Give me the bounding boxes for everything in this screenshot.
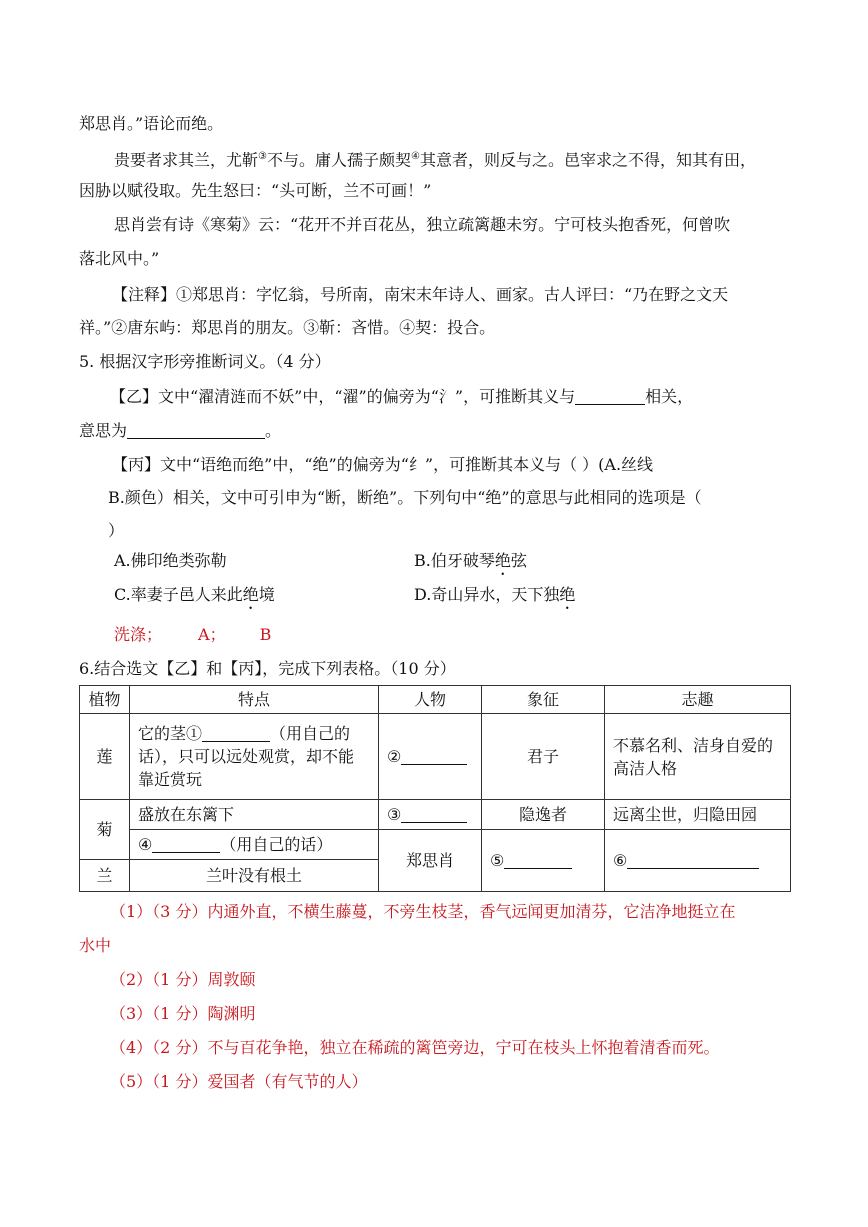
answer-6-4 bbox=[110, 1038, 719, 1058]
feature-cell bbox=[130, 714, 379, 800]
answer-blank[interactable] bbox=[504, 852, 572, 869]
answer-text: A； bbox=[198, 625, 226, 644]
answer-text: （5）（1 分）爱国者（有气节的人） bbox=[110, 1072, 368, 1091]
text: A.佛印 bbox=[114, 551, 163, 570]
plant-cell: 兰 bbox=[80, 860, 130, 892]
text: B.颜色）相关，文中可引申为“断，断绝”。下列句中“绝”的意思与此相同的选项是（ bbox=[108, 488, 702, 507]
emphasized-char: 绝 bbox=[242, 585, 259, 604]
answer-blank[interactable] bbox=[401, 806, 467, 823]
answer-blank[interactable] bbox=[627, 852, 759, 869]
footnote-marker: ③ bbox=[258, 151, 267, 162]
text: 。 bbox=[265, 421, 282, 440]
answer-blank[interactable] bbox=[401, 748, 467, 765]
text: 5. 根据汉字形旁推断词义。（4 分） bbox=[79, 352, 331, 371]
feature-cell: 兰叶没有根土 bbox=[130, 860, 379, 892]
text: C.率妻子邑人来此 bbox=[114, 585, 243, 604]
text: 其意者，则反与之。邑宰求之不得，知其有田， bbox=[419, 150, 756, 170]
text: ⑤ bbox=[490, 851, 505, 870]
paragraph-line bbox=[79, 181, 431, 201]
aim-cell: 远离尘世，归隐田园 bbox=[605, 800, 791, 830]
option-d bbox=[414, 585, 575, 613]
text: 弦 bbox=[510, 551, 527, 570]
text: 6.结合选文【乙】和【丙】，完成下列表格。（10 分） bbox=[79, 659, 456, 678]
text: 贵要者求其兰，尤靳 bbox=[114, 150, 259, 170]
text: 因胁以赋役取。先生怒曰：“头可断，兰不可画！” bbox=[79, 181, 432, 200]
emphasized-char: 绝 bbox=[559, 585, 576, 604]
person-cell bbox=[379, 714, 482, 800]
text: 绝 bbox=[162, 551, 179, 570]
aim-cell: 不慕名利、洁身自爱的高洁人格 bbox=[605, 714, 791, 800]
answer-6-3 bbox=[110, 1004, 255, 1024]
text: 不与。庸人孺子颇契 bbox=[266, 150, 411, 170]
question-5-part-bing bbox=[108, 488, 702, 508]
text: 意思为 bbox=[79, 421, 128, 440]
annotation-line bbox=[79, 318, 495, 338]
table-header: 特点 bbox=[130, 686, 379, 714]
text: 落北风中。” bbox=[79, 249, 160, 268]
option-a bbox=[114, 551, 227, 571]
question-6-title bbox=[79, 659, 456, 679]
text: ④ bbox=[138, 835, 153, 854]
table-header: 志趣 bbox=[605, 686, 791, 714]
text: D.奇山异水，天下独 bbox=[414, 585, 560, 604]
answer-text: （4）（2 分）不与百花争艳，独立在稀疏的篱笆旁边，宁可在枝头上怀抱着清香而死。 bbox=[110, 1038, 720, 1057]
answer-6-1 bbox=[79, 936, 111, 956]
text: 它的茎① bbox=[138, 724, 203, 743]
paragraph-line bbox=[114, 147, 756, 170]
answer-text: B bbox=[259, 625, 272, 644]
footnote-marker: ④ bbox=[411, 151, 420, 162]
paragraph-line bbox=[114, 215, 730, 235]
answer-6-5 bbox=[110, 1072, 367, 1092]
answer-blank[interactable] bbox=[127, 422, 265, 439]
question-5-part-bing bbox=[112, 455, 653, 475]
text: 类弥勒 bbox=[178, 551, 227, 570]
text: 话），只可以远处观赏，却不能 bbox=[138, 747, 355, 766]
plant-cell: 莲 bbox=[80, 714, 130, 800]
feature-cell: 盛放在东篱下 bbox=[130, 800, 379, 830]
answer-6-2 bbox=[110, 970, 255, 990]
plant-cell: 菊 bbox=[80, 800, 130, 860]
text: ） bbox=[108, 521, 125, 540]
text: 靠近赏玩 bbox=[138, 770, 203, 789]
text: 郑思肖。”语论而绝。 bbox=[79, 114, 224, 133]
table-header: 植物 bbox=[80, 686, 130, 714]
text: 相关， bbox=[645, 387, 694, 406]
text: 【乙】文中“濯清涟而不妖”中，“濯”的偏旁为“氵”，可推断其义与 bbox=[110, 387, 576, 406]
annotation-line bbox=[112, 285, 728, 305]
question-5-part-bing bbox=[108, 521, 124, 541]
answer-blank[interactable] bbox=[152, 836, 220, 853]
emphasized-char: 绝 bbox=[494, 551, 511, 570]
answer-blank[interactable] bbox=[575, 388, 645, 405]
option-b bbox=[414, 551, 527, 579]
answer-text: （3）（1 分）陶渊明 bbox=[110, 1004, 256, 1023]
table-header: 人物 bbox=[379, 686, 482, 714]
paragraph-line bbox=[79, 114, 223, 134]
feature-cell bbox=[130, 830, 379, 860]
text: ② bbox=[387, 747, 402, 766]
answer-text: 水中 bbox=[79, 936, 112, 955]
symbol-cell bbox=[482, 830, 605, 892]
aim-cell bbox=[605, 830, 791, 892]
text: 境 bbox=[258, 585, 275, 604]
option-c bbox=[114, 585, 275, 613]
question-5-part-yi bbox=[79, 421, 281, 441]
text: （用自己的 bbox=[270, 724, 351, 743]
symbol-cell: 君子 bbox=[482, 714, 605, 800]
question-5-title bbox=[79, 352, 331, 372]
answer-5 bbox=[114, 625, 271, 645]
text: 【丙】文中“语绝而绝”中，“绝”的偏旁为“纟”，可推断其本义与（ ）(A.丝线 bbox=[112, 455, 654, 474]
answer-text: （2）（1 分）周敦颐 bbox=[110, 970, 256, 989]
person-cell: 郑思肖 bbox=[379, 830, 482, 892]
person-cell bbox=[379, 800, 482, 830]
table-row bbox=[80, 714, 791, 800]
comparison-table bbox=[79, 685, 791, 892]
answer-6-1 bbox=[110, 902, 735, 922]
question-5-part-yi bbox=[110, 387, 693, 407]
paragraph-line bbox=[79, 249, 159, 269]
answer-text: （1）（3 分）内通外直，不横生藤蔓，不旁生枝茎，香气远闻更加清芬，它洁净地挺立在 bbox=[110, 902, 736, 921]
text: ③ bbox=[387, 805, 402, 824]
table-row bbox=[80, 830, 791, 860]
text: B.伯牙破琴 bbox=[414, 551, 495, 570]
answer-text: 洗涤； bbox=[114, 625, 163, 644]
table-header: 象征 bbox=[482, 686, 605, 714]
table-row bbox=[80, 800, 791, 830]
answer-blank[interactable] bbox=[202, 725, 270, 742]
text: （用自己的话） bbox=[220, 835, 333, 854]
text: 思肖尝有诗《寒菊》云：“花开不并百花丛，独立疏篱趣未穷。宁可枝头抱香死，何曾吹 bbox=[114, 215, 731, 234]
text: 祥。”②唐东屿：郑思肖的朋友。③靳：吝惜。④契：投合。 bbox=[79, 318, 496, 337]
text: ⑥ bbox=[613, 851, 628, 870]
text: 【注释】①郑思肖：字忆翁，号所南，南宋末年诗人、画家。古人评曰：“乃在野之文天 bbox=[112, 285, 729, 304]
table-header-row bbox=[80, 686, 791, 714]
symbol-cell: 隐逸者 bbox=[482, 800, 605, 830]
